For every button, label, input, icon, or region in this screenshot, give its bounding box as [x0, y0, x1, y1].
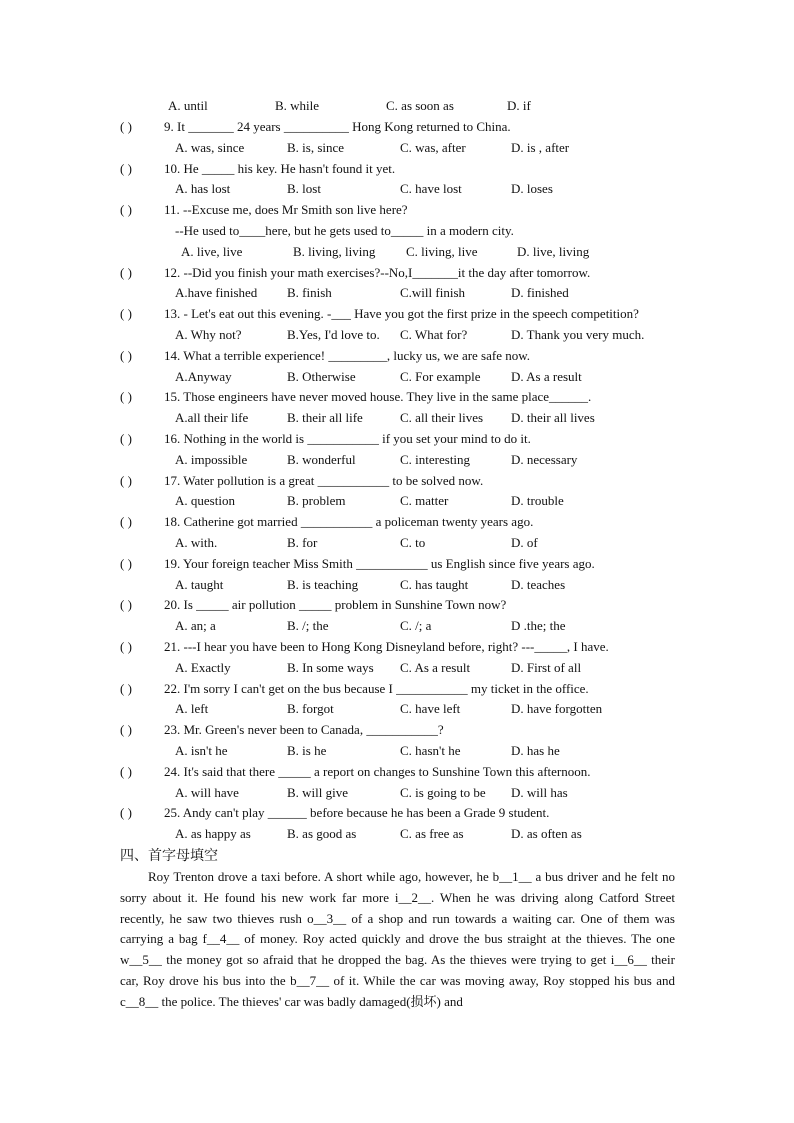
option-b: B. lost — [287, 181, 321, 196]
option-d: D. have forgotten — [511, 701, 603, 716]
option-b: B. for — [287, 535, 318, 550]
option-c: C. As a result — [400, 660, 471, 675]
question-text: 21. ---I hear you have been to Hong Kong Disneyland before, right? ---_____, I have. — [164, 639, 609, 654]
question-stem — [120, 595, 506, 615]
question-stem — [120, 762, 591, 782]
option-b: B. living, living — [293, 244, 376, 259]
option-a: A. with. — [175, 535, 218, 550]
question-stem — [120, 679, 589, 699]
option-d: D. teaches — [511, 577, 566, 592]
option-a: A. Exactly — [175, 660, 231, 675]
question-text: 16. Nothing in the world is ___________ if you set your mind to do it. — [164, 431, 531, 446]
option-a: A. will have — [175, 785, 239, 800]
option-a: A. Why not? — [175, 327, 242, 342]
question-text: 11. --Excuse me, does Mr Smith son live here? — [164, 202, 408, 217]
answer-blank[interactable]: ( ) — [120, 389, 132, 404]
answer-blank[interactable]: ( ) — [120, 639, 132, 654]
question-text: 23. Mr. Green's never been to Canada, ___________? — [164, 722, 444, 737]
option-c: C. living, live — [406, 244, 478, 259]
answer-blank[interactable]: ( ) — [120, 764, 132, 779]
question-options — [0, 367, 794, 387]
question-stem — [120, 159, 395, 179]
option-d: D. of — [511, 535, 538, 550]
question-text: 18. Catherine got married ___________ a policeman twenty years ago. — [164, 514, 534, 529]
option-c: C. interesting — [400, 452, 471, 467]
answer-blank[interactable]: ( ) — [120, 265, 132, 280]
question-options — [0, 783, 794, 803]
option-b: B.Yes, I'd love to. — [287, 327, 380, 342]
question-stem — [120, 554, 595, 574]
question-options — [0, 741, 794, 761]
question-text: 15. Those engineers have never moved house. They live in the same place______. — [164, 389, 592, 404]
answer-blank[interactable]: ( ) — [120, 556, 132, 571]
option-c: C. For example — [400, 369, 481, 384]
question-text: 13. - Let's eat out this evening. -___ Have you got the first prize in the speech competition? — [164, 306, 639, 321]
option-d: D. their all lives — [511, 410, 595, 425]
option-a: A. live, live — [181, 244, 243, 259]
question-stem — [120, 117, 511, 137]
question-options — [0, 533, 794, 553]
passage-text: Roy Trenton drove a taxi before. A short while ago, however, he b__1__ a bus driver and he felt no sorry about it. He found his new work far more i__2__. When he was driving along Catford Street recently, he saw two thieves rush o__3__ of a shop and run towards a waiting car. One of them was carrying a bag f__4__ of money. Roy acted quickly and drove the bus straight at the thieves. The one w__5__ the money got so afraid that he dropped the bag. As the thieves were trying to get i__6__ their car, Roy drove his bus into the b__7__ of it. While the car was moving away, Roy stopped his bus and c__8__ the police. The thieves' car was badly damaged(损坏) and — [120, 869, 675, 1009]
answer-blank[interactable]: ( ) — [120, 202, 132, 217]
question-options — [0, 325, 794, 345]
option-d: D .the; the — [511, 618, 566, 633]
question-options — [0, 491, 794, 511]
option-b: B. is he — [287, 743, 327, 758]
option-a: A. impossible — [175, 452, 248, 467]
answer-blank[interactable]: ( ) — [120, 431, 132, 446]
question-stem — [120, 637, 609, 657]
option-c: C. has taught — [400, 577, 469, 592]
answer-blank[interactable]: ( ) — [120, 681, 132, 696]
option-c: C. /; a — [400, 618, 432, 633]
question-text: 25. Andy can't play ______ before because he has been a Grade 9 student. — [164, 805, 550, 820]
section-title: 四、首字母填空 — [120, 848, 218, 864]
option-d: D. As a result — [511, 369, 582, 384]
option-c: C.will finish — [400, 285, 466, 300]
option-a: A. has lost — [175, 181, 231, 196]
option-d: D. loses — [511, 181, 553, 196]
question-options — [0, 283, 794, 303]
question-text: 10. He _____ his key. He hasn't found it yet. — [164, 161, 396, 176]
answer-blank[interactable]: ( ) — [120, 348, 132, 363]
question-options — [0, 242, 794, 262]
option-d: D. First of all — [511, 660, 582, 675]
option-b: B. finish — [287, 285, 332, 300]
question-text: 19. Your foreign teacher Miss Smith ___________ us English since five years ago. — [164, 556, 595, 571]
question-text: 20. Is _____ air pollution _____ problem in Sunshine Town now? — [164, 597, 507, 612]
question-options — [0, 575, 794, 595]
answer-blank[interactable]: ( ) — [120, 514, 132, 529]
option-b: B. wonderful — [287, 452, 356, 467]
question-text: 24. It's said that there _____ a report on changes to Sunshine Town this afternoon. — [164, 764, 591, 779]
answer-blank[interactable]: ( ) — [120, 306, 132, 321]
question-options — [0, 699, 794, 719]
question-stem — [120, 720, 444, 740]
option-b: B. In some ways — [287, 660, 374, 675]
question-text: 22. I'm sorry I can't get on the bus because I ___________ my ticket in the office. — [164, 681, 589, 696]
option-b: B. will give — [287, 785, 349, 800]
question-stem — [120, 429, 531, 449]
option-a: A. left — [175, 701, 209, 716]
question-stem — [120, 803, 549, 823]
option-b: B. while — [275, 98, 320, 113]
question-options — [0, 179, 794, 199]
option-d: D. will has — [511, 785, 568, 800]
option-a: A.Anyway — [175, 369, 232, 384]
question-stem — [120, 304, 639, 324]
question-text: 9. It _______ 24 years __________ Hong Kong returned to China. — [164, 119, 511, 134]
question-options — [0, 824, 794, 844]
question-options — [0, 450, 794, 470]
option-d: D. live, living — [517, 244, 590, 259]
question-stem — [120, 387, 591, 407]
question-stem — [120, 263, 590, 283]
q8-options — [0, 96, 794, 116]
question-options — [0, 658, 794, 678]
option-c: C. to — [400, 535, 426, 550]
option-b: B. is, since — [287, 140, 345, 155]
option-a: A. taught — [175, 577, 224, 592]
option-a: A.have finished — [175, 285, 258, 300]
option-d: D. as often as — [511, 826, 582, 841]
option-a: A. as happy as — [175, 826, 251, 841]
answer-blank[interactable]: ( ) — [120, 119, 132, 134]
question-text: 14. What a terrible experience! _________, lucky us, we are safe now. — [164, 348, 531, 363]
option-c: C. is going to be — [400, 785, 486, 800]
answer-blank[interactable]: ( ) — [120, 473, 132, 488]
option-c: C. have left — [400, 701, 461, 716]
answer-blank[interactable]: ( ) — [120, 722, 132, 737]
question-stem — [120, 471, 483, 491]
option-b: B. Otherwise — [287, 369, 356, 384]
option-d: D. has he — [511, 743, 560, 758]
option-b: B. is teaching — [287, 577, 359, 592]
answer-blank[interactable]: ( ) — [120, 161, 132, 176]
option-d: D. if — [507, 98, 531, 113]
answer-blank[interactable]: ( ) — [120, 597, 132, 612]
option-b: B. forgot — [287, 701, 334, 716]
option-b: B. their all life — [287, 410, 363, 425]
option-c: C. What for? — [400, 327, 468, 342]
option-b: B. problem — [287, 493, 346, 508]
option-a: A. until — [168, 98, 208, 113]
question-options — [0, 616, 794, 636]
option-a: A. isn't he — [175, 743, 228, 758]
option-c: C. all their lives — [400, 410, 484, 425]
question-options — [0, 138, 794, 158]
option-c: C. was, after — [400, 140, 466, 155]
question-text: 17. Water pollution is a great ___________ to be solved now. — [164, 473, 484, 488]
option-d: D. Thank you very much. — [511, 327, 645, 342]
option-a: A. an; a — [175, 618, 216, 633]
option-c: C. matter — [400, 493, 449, 508]
question-stem — [120, 512, 533, 532]
question-options — [0, 408, 794, 428]
option-a: A. was, since — [175, 140, 245, 155]
option-c: C. as soon as — [386, 98, 454, 113]
question-continuation: --He used to____here, but he gets used to_____ in a modern city. — [175, 223, 514, 238]
option-b: B. as good as — [287, 826, 357, 841]
question-stem — [120, 346, 530, 366]
option-c: C. as free as — [400, 826, 464, 841]
option-d: D. is , after — [511, 140, 570, 155]
question-text: 12. --Did you finish your math exercises?--No,I_______it the day after tomorrow. — [164, 265, 591, 280]
option-d: D. necessary — [511, 452, 578, 467]
option-a: A.all their life — [175, 410, 249, 425]
option-b: B. /; the — [287, 618, 329, 633]
option-d: D. trouble — [511, 493, 564, 508]
question-stem — [120, 200, 408, 220]
option-d: D. finished — [511, 285, 569, 300]
cloze-passage — [120, 867, 675, 1013]
option-c: C. have lost — [400, 181, 462, 196]
option-c: C. hasn't he — [400, 743, 461, 758]
answer-blank[interactable]: ( ) — [120, 805, 132, 820]
option-a: A. question — [175, 493, 235, 508]
